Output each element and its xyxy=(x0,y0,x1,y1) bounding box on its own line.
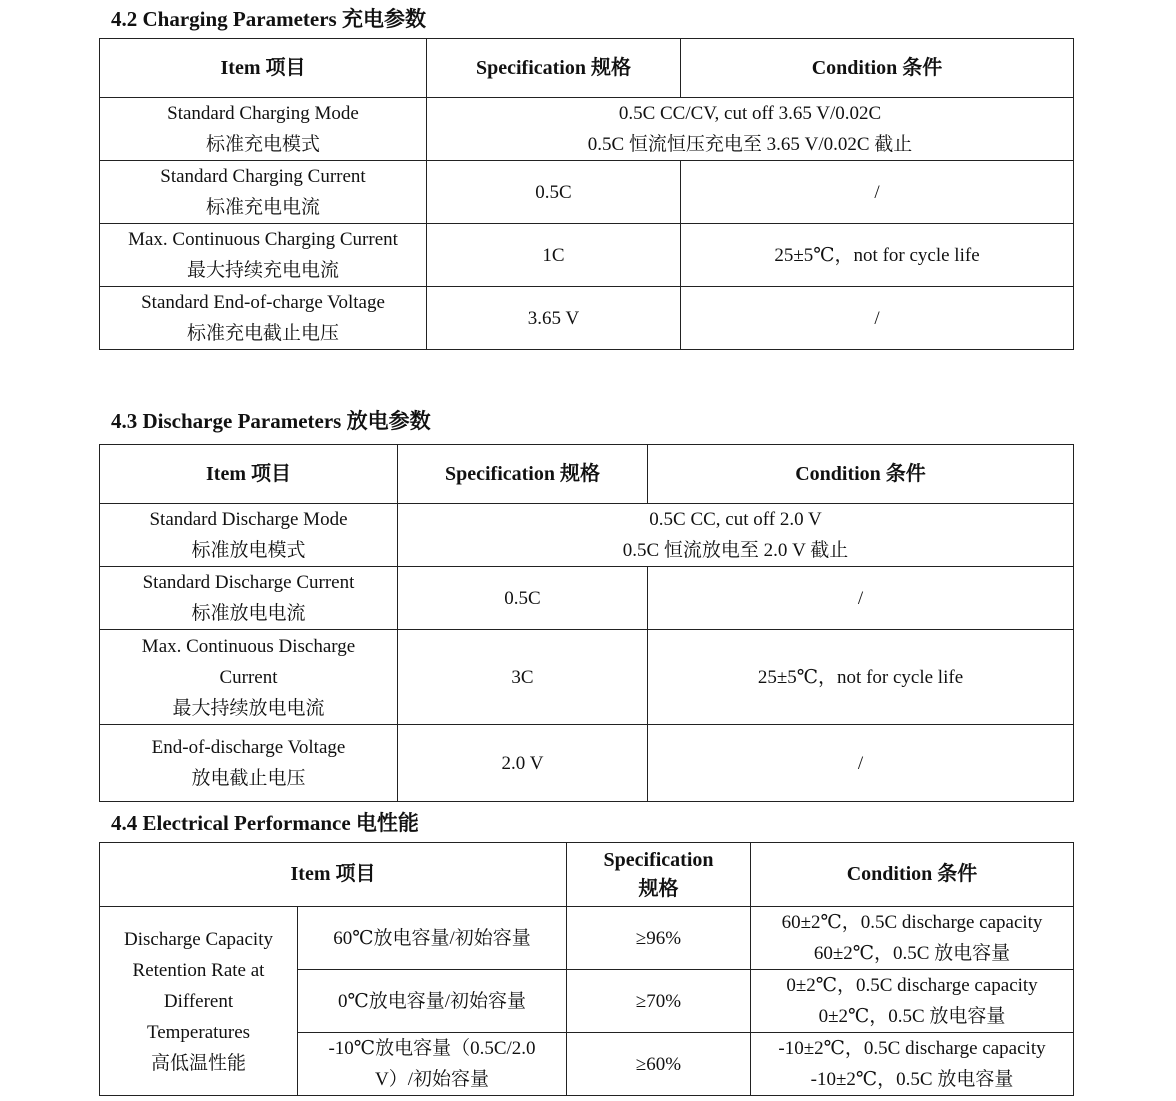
table-row xyxy=(100,907,1074,970)
item-cn: 标准充电截止电压 xyxy=(186,323,339,344)
item-cell xyxy=(100,630,398,725)
item-cn: 标准放电模式 xyxy=(191,540,306,561)
header-item: Item 项目 xyxy=(100,39,427,98)
cond-cn: 60±2℃，0.5C 放电容量 xyxy=(813,943,1011,964)
cond-cn: -10±2℃，0.5C 放电容量 xyxy=(810,1069,1014,1090)
item-cell xyxy=(100,504,398,567)
spec-cell-merged xyxy=(427,98,1074,161)
spec-cn: 0.5C 恒流放电至 2.0 V 截止 xyxy=(622,540,849,561)
spec-cell: 3C xyxy=(398,630,648,725)
item-en: Standard Discharge Current xyxy=(142,572,355,593)
electrical-performance-title: 4.4 Electrical Performance 电性能 xyxy=(111,811,419,835)
condition-cell: 25±5℃，not for cycle life xyxy=(648,630,1074,725)
header-item: Item 项目 xyxy=(100,843,567,907)
spec-cell: ≥96% xyxy=(567,907,751,970)
table-row xyxy=(100,98,1074,161)
header-condition: Condition 条件 xyxy=(648,445,1074,504)
condition-cell xyxy=(751,1033,1074,1096)
table-row xyxy=(100,504,1074,567)
table-header-row xyxy=(100,843,1074,907)
spec-cell: 0.5C xyxy=(398,567,648,630)
table-row xyxy=(100,224,1074,287)
item-en: Standard Charging Current xyxy=(160,166,366,187)
spec-cn: 0.5C 恒流恒压充电至 3.65 V/0.02C 截止 xyxy=(587,134,913,155)
table-row xyxy=(100,567,1074,630)
discharge-parameters-table xyxy=(99,444,1074,802)
header-condition: Condition 条件 xyxy=(751,843,1074,907)
item-cell xyxy=(100,725,398,802)
cond-en: 0±2℃，0.5C discharge capacity xyxy=(786,975,1038,996)
group-label-line: Temperatures xyxy=(146,1021,251,1043)
sub-item-cell xyxy=(298,1033,567,1096)
header-spec-cn: 规格 xyxy=(638,877,679,900)
group-label-line: Discharge Capacity xyxy=(124,928,273,950)
item-cell xyxy=(100,161,427,224)
electrical-performance-table xyxy=(99,842,1074,1096)
header-specification xyxy=(567,843,751,907)
item-en-line-2: Current xyxy=(219,666,278,688)
header-specification: Specification 规格 xyxy=(427,39,681,98)
spec-cell: 1C xyxy=(427,224,681,287)
spec-en: 0.5C CC, cut off 2.0 V xyxy=(649,509,822,530)
item-cn: 最大持续放电电流 xyxy=(172,697,325,719)
condition-cell: / xyxy=(648,725,1074,802)
item-cell xyxy=(100,98,427,161)
item-cn: 标准放电电流 xyxy=(191,603,306,624)
header-condition: Condition 条件 xyxy=(681,39,1074,98)
spec-cell: ≥60% xyxy=(567,1033,751,1096)
item-en-line-1: Max. Continuous Discharge xyxy=(141,635,356,657)
header-specification: Specification 规格 xyxy=(398,445,648,504)
item-en: Standard Discharge Mode xyxy=(149,509,348,530)
header-spec-en: Specification xyxy=(603,848,714,871)
item-cell xyxy=(100,287,427,350)
sub-item-line-2: V）/初始容量 xyxy=(375,1069,490,1090)
group-label-line: Different xyxy=(163,990,234,1012)
charging-parameters-title: 4.2 Charging Parameters 充电参数 xyxy=(111,7,426,31)
group-label-cn: 高低温性能 xyxy=(150,1052,246,1074)
spec-cell: 0.5C xyxy=(427,161,681,224)
spec-cell: 3.65 V xyxy=(427,287,681,350)
cond-cn: 0±2℃，0.5C 放电容量 xyxy=(818,1006,1006,1027)
charging-parameters-table xyxy=(99,38,1074,350)
item-cn: 放电截止电压 xyxy=(191,768,306,789)
condition-cell: 25±5℃，not for cycle life xyxy=(681,224,1074,287)
condition-cell: / xyxy=(681,287,1074,350)
header-item: Item 项目 xyxy=(100,445,398,504)
spec-cell: ≥70% xyxy=(567,970,751,1033)
table-header-row xyxy=(100,445,1074,504)
sub-item-line-1: -10℃放电容量（0.5C/2.0 xyxy=(328,1038,536,1059)
item-cn: 标准充电模式 xyxy=(205,134,320,155)
group-label-cell xyxy=(100,907,298,1096)
table-row xyxy=(100,287,1074,350)
cond-en: 60±2℃，0.5C discharge capacity xyxy=(781,912,1043,933)
condition-cell: / xyxy=(648,567,1074,630)
spec-cell-merged xyxy=(398,504,1074,567)
sub-item-cell: 0℃放电容量/初始容量 xyxy=(298,970,567,1033)
group-label-line: Retention Rate at xyxy=(132,959,265,981)
item-en: Max. Continuous Charging Current xyxy=(128,229,398,250)
table-header-row xyxy=(100,39,1074,98)
item-cn: 最大持续充电电流 xyxy=(186,260,339,281)
item-cell xyxy=(100,224,427,287)
item-en: End-of-discharge Voltage xyxy=(151,737,346,758)
sub-item-cell: 60℃放电容量/初始容量 xyxy=(298,907,567,970)
item-en: Standard Charging Mode xyxy=(167,103,359,124)
condition-cell xyxy=(751,970,1074,1033)
cond-en: -10±2℃，0.5C discharge capacity xyxy=(778,1038,1046,1059)
item-en: Standard End-of-charge Voltage xyxy=(141,292,385,313)
table-row xyxy=(100,630,1074,725)
discharge-parameters-title: 4.3 Discharge Parameters 放电参数 xyxy=(111,409,431,433)
table-row xyxy=(100,725,1074,802)
item-cell xyxy=(100,567,398,630)
condition-cell xyxy=(751,907,1074,970)
table-row xyxy=(100,161,1074,224)
condition-cell: / xyxy=(681,161,1074,224)
item-cn: 标准充电电流 xyxy=(205,197,320,218)
spec-en: 0.5C CC/CV, cut off 3.65 V/0.02C xyxy=(618,103,882,124)
spec-cell: 2.0 V xyxy=(398,725,648,802)
